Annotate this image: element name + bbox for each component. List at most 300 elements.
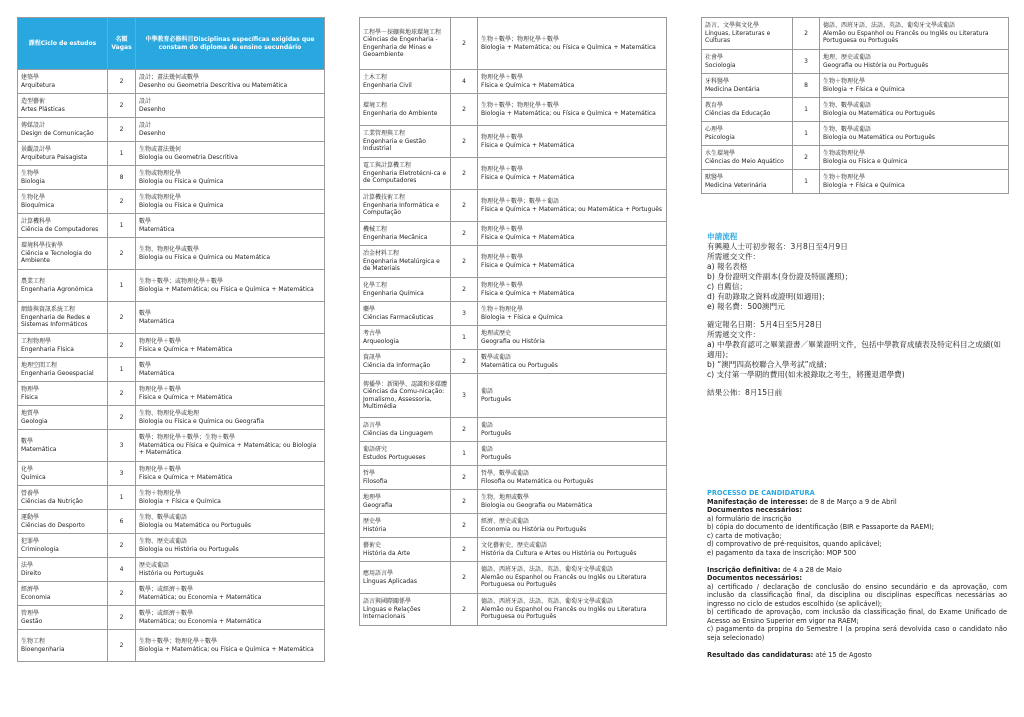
text-line: a) 報名表格: [707, 262, 748, 272]
subjects-cell: [478, 222, 667, 246]
subjects-zh: 生物＋數學；或物理化學＋數學: [139, 278, 224, 285]
subjects-pt: Alemão ou Espanhol ou Francês ou Inglês ou Literatura Portuguesa ou Português: [823, 29, 989, 45]
subjects-pt: Biologia ou Física e Química ou Matemática: [139, 253, 271, 261]
subjects-cell: [478, 562, 667, 594]
courses-table-1: [17, 17, 325, 662]
subjects-zh: 地理或歷史: [481, 330, 512, 337]
subjects-pt: Biologia ou Matemática ou Português: [139, 521, 252, 529]
vagas-cell: 2: [451, 350, 478, 374]
table-row: [18, 118, 325, 142]
subjects-zh: 物理化學＋數學: [139, 466, 182, 473]
table-row: [18, 534, 325, 558]
course-name-cell: [18, 430, 108, 462]
subjects-cell: [820, 74, 1009, 98]
text-line: b) certificado de aprovação, com inclusão da classificação final, do Exame Unificado de Acesso ao Ensino Superior em vigor na RAEM;: [707, 608, 1007, 625]
course-name-zh: 應用語言學: [363, 570, 394, 577]
subjects-pt: Biologia ou Matemática ou Português: [823, 109, 936, 117]
subjects-pt: Biologia + Física e Química: [823, 181, 905, 189]
vagas-cell: 2: [108, 382, 136, 406]
course-name-zh: 景觀設計學: [21, 146, 52, 153]
text-line: Inscrição definitiva: de 4 a 28 de Maio: [707, 565, 842, 574]
vagas-cell: 2: [108, 118, 136, 142]
subjects-cell: [136, 302, 325, 334]
course-name-cell: [18, 94, 108, 118]
text-line: a) 中學教育認可之畢業證書／畢業證明文件，包括中學教育成績表及特定科目之成績(如適用)；: [707, 340, 1001, 360]
text-line: 確定報名日期：5月4日至5月28日: [707, 320, 823, 330]
text-line: Manifestação de interesse: de 8 de Março a 9 de Abril: [707, 497, 897, 506]
course-name-zh: 心理學: [705, 126, 724, 133]
subjects-pt: Geografia ou História ou Português: [823, 61, 929, 69]
course-name-cell: [18, 582, 108, 606]
course-name-pt: Gestão: [21, 617, 43, 625]
subjects-pt: Desenho: [139, 129, 166, 137]
subjects-cell: [136, 118, 325, 142]
vagas-cell: 1: [108, 486, 136, 510]
course-name-zh: 經濟學: [21, 586, 40, 593]
table-row: [360, 514, 667, 538]
text-line: c) 自薦信；: [707, 282, 747, 292]
subjects-zh: 文化藝術史、歷史或葡語: [481, 542, 548, 549]
course-name-zh: 造型藝術: [21, 98, 46, 105]
course-name-pt: Ciências do Meio Aquático: [705, 157, 784, 165]
subjects-pt: Biologia + Matemática; ou Física e Química + Matemática: [481, 43, 656, 51]
vagas-cell: 3: [108, 462, 136, 486]
course-name-pt: Ciência de Computadores: [21, 225, 99, 233]
subjects-cell: [136, 214, 325, 238]
course-name-zh: 語言與國際關係學: [363, 598, 412, 606]
text-line: b) cópia do documento de identificação (BIR e Passaporte da RAEM);: [707, 523, 934, 532]
table-row: [702, 122, 1009, 146]
course-name-cell: [18, 606, 108, 630]
subjects-pt: Física e Química + Matemática; ou Matemática + Português: [481, 205, 663, 213]
course-name-pt: Engenharia Mecânica: [363, 233, 428, 241]
course-name-cell: [18, 534, 108, 558]
subjects-pt: Desenho: [139, 105, 166, 113]
vagas-cell: 2: [793, 146, 820, 170]
subjects-cell: [136, 462, 325, 486]
subjects-cell: [820, 146, 1009, 170]
subjects-zh: 生物＋物理化學: [139, 490, 182, 497]
course-name-pt: História da Arte: [363, 549, 411, 557]
table-row: [360, 538, 667, 562]
subjects-zh: 生物、地理或數學: [481, 494, 530, 501]
course-name-pt: Artes Plásticas: [21, 105, 65, 113]
subjects-pt: Física e Química + Matemática: [481, 81, 575, 89]
subjects-zh: 數學: [139, 362, 152, 369]
course-name-zh: 生物化學: [21, 194, 46, 201]
subjects-zh: 葡語: [481, 446, 494, 453]
subjects-pt: Física e Química + Matemática: [139, 345, 233, 353]
table-row: [18, 334, 325, 358]
table-row: [702, 170, 1009, 194]
vagas-cell: 2: [108, 238, 136, 270]
table-row: [18, 190, 325, 214]
course-name-cell: [18, 558, 108, 582]
course-name-pt: Engenharia Metalúrgica e de Materiais: [363, 257, 440, 273]
subjects-cell: [136, 582, 325, 606]
table-row: [360, 18, 667, 70]
subjects-pt: Matemática ou Português: [481, 361, 558, 369]
courses-table-3: [701, 17, 1009, 194]
course-name-pt: Ciências Farmacêuticas: [363, 313, 434, 321]
vagas-cell: 2: [451, 594, 478, 626]
vagas-cell: 8: [108, 166, 136, 190]
subjects-pt: Biologia ou Física e Química ou Geografia: [139, 417, 265, 425]
course-name-cell: [18, 382, 108, 406]
table-row: [360, 490, 667, 514]
subjects-pt: Física e Química + Matemática: [481, 261, 575, 269]
course-name-cell: [18, 118, 108, 142]
subjects-cell: [478, 126, 667, 158]
course-name-zh: 傳播學：新聞學、認識和多媒體: [363, 380, 448, 388]
vagas-cell: 2: [451, 18, 478, 70]
course-name-zh: 獸醫學: [705, 174, 724, 181]
subjects-pt: Biologia + Física e Química: [823, 85, 905, 93]
course-name-zh: 生物工程: [21, 638, 46, 645]
course-name-zh: 牙科醫學: [705, 78, 730, 85]
table-row: [18, 94, 325, 118]
subjects-pt: Português: [481, 453, 512, 461]
vagas-cell: 1: [108, 270, 136, 302]
text-line: c) 支付第一學期的費用(如未被錄取之考生，將獲退還學費): [707, 370, 905, 380]
course-name-zh: 水生環境學: [705, 150, 736, 157]
subjects-zh: 歷史或葡語: [139, 562, 170, 569]
header-subjects: 中學教育必修科目Disciplinas específicas exigidas que constam do diploma de ensino secundário: [136, 18, 325, 70]
course-name-pt: Ciências da Linguagem: [363, 429, 433, 437]
vagas-cell: 2: [451, 538, 478, 562]
vagas-cell: 1: [451, 326, 478, 350]
table-row: [360, 350, 667, 374]
vagas-cell: 2: [451, 126, 478, 158]
table-row: [18, 462, 325, 486]
subjects-cell: [136, 510, 325, 534]
vagas-cell: 2: [108, 630, 136, 662]
subjects-pt: Alemão ou Espanhol ou Francês ou Inglês ou Literatura Portuguesa ou Português: [481, 605, 647, 621]
course-name-pt: Química: [21, 473, 46, 481]
subjects-pt: Matemática: [139, 317, 175, 325]
text-line: 結果公佈：8月15日前: [707, 388, 783, 398]
course-name-cell: [18, 214, 108, 238]
text-line: d) comprovativo de pré-requisitos, quando aplicável;: [707, 540, 882, 549]
course-name-zh: 計算機技術工程: [363, 194, 406, 202]
course-name-pt: Ciências da Educação: [705, 109, 771, 117]
subjects-pt: Alemão ou Espanhol ou Francês ou Inglês ou Literatura Portuguesa ou Português: [481, 573, 647, 589]
subjects-cell: [820, 122, 1009, 146]
table-row: [702, 146, 1009, 170]
vagas-cell: 6: [108, 510, 136, 534]
table-row: [18, 486, 325, 510]
subjects-zh: 德語、西班牙語、法語、英語、葡萄牙文學或葡語: [481, 598, 614, 606]
course-name-zh: 語言學: [363, 422, 382, 429]
course-name-cell: [360, 158, 451, 190]
text-line: c) pagamento da propina do Semestre I (a propina será devolvida caso o candidato não seja selecionado): [707, 625, 1007, 642]
subjects-zh: 生物、數學或葡語: [823, 102, 872, 109]
subjects-pt: Biologia ou Geometria Descritiva: [139, 153, 238, 161]
course-name-cell: [18, 406, 108, 430]
subjects-cell: [478, 442, 667, 466]
table-row: [360, 442, 667, 466]
table-row: [18, 70, 325, 94]
subjects-zh: 生物、歷史或葡語: [139, 538, 188, 545]
vagas-cell: 4: [451, 70, 478, 94]
vagas-cell: 2: [451, 158, 478, 190]
subjects-cell: [136, 534, 325, 558]
subjects-cell: [136, 382, 325, 406]
course-name-cell: [18, 270, 108, 302]
course-name-cell: [18, 462, 108, 486]
vagas-cell: 1: [108, 214, 136, 238]
course-name-cell: [360, 70, 451, 94]
course-name-pt: Bioengenharia: [21, 645, 65, 653]
course-name-pt: Engenharia do Ambiente: [363, 109, 438, 117]
course-name-cell: [360, 94, 451, 126]
subjects-pt: Física e Química + Matemática: [481, 289, 575, 297]
course-name-zh: 電工與計算機工程: [363, 162, 412, 170]
table-row: [18, 142, 325, 166]
course-name-pt: Matemática: [21, 445, 57, 453]
course-name-pt: Línguas, Literaturas e Culturas: [705, 29, 771, 45]
table-row: [360, 466, 667, 490]
course-name-pt: Bioquímica: [21, 201, 55, 209]
subjects-zh: 生物、物理化學或地理: [139, 410, 200, 417]
course-name-cell: [360, 538, 451, 562]
subjects-zh: 數學: [139, 218, 152, 225]
vagas-cell: 2: [451, 562, 478, 594]
courses-table-3-body: [702, 18, 1009, 194]
course-name-cell: [360, 350, 451, 374]
vagas-cell: 2: [793, 18, 820, 50]
table-row: [18, 382, 325, 406]
subjects-cell: [820, 98, 1009, 122]
course-name-cell: [702, 98, 793, 122]
courses-table-2: [359, 17, 667, 626]
table-row: [360, 158, 667, 190]
course-name-zh: 化學工程: [363, 282, 388, 289]
subjects-zh: 葡語: [481, 388, 494, 395]
course-name-zh: 生物學: [21, 170, 40, 177]
subjects-cell: [478, 190, 667, 222]
subjects-cell: [478, 18, 667, 70]
table-row: [360, 594, 667, 626]
course-name-cell: [18, 302, 108, 334]
course-name-zh: 冶金材料工程: [363, 250, 400, 258]
course-name-pt: Engenharia Informática e Computação: [363, 201, 439, 217]
subjects-cell: [478, 350, 667, 374]
subjects-cell: [478, 374, 667, 418]
subjects-zh: 葡語: [481, 422, 494, 429]
subjects-pt: Desenho ou Geometria Descritiva ou Matemática: [139, 81, 288, 89]
subjects-zh: 地理、歷史或葡語: [823, 54, 872, 61]
table-row: [360, 374, 667, 418]
course-name-zh: 哲學: [363, 470, 376, 477]
vagas-cell: 3: [451, 374, 478, 418]
course-name-zh: 地理學: [363, 494, 382, 501]
course-name-cell: [360, 222, 451, 246]
subjects-pt: Física e Química + Matemática: [481, 233, 575, 241]
course-name-cell: [18, 190, 108, 214]
course-name-pt: Psicologia: [705, 133, 735, 141]
course-name-pt: Design de Comunicação: [21, 129, 94, 137]
subjects-pt: Português: [481, 395, 512, 403]
text-line: Documentos necessários:: [707, 574, 802, 583]
course-name-cell: [360, 442, 451, 466]
vagas-cell: 2: [451, 490, 478, 514]
course-name-cell: [18, 166, 108, 190]
subjects-zh: 物理化學＋數學: [139, 338, 182, 345]
subjects-pt: Física e Química + Matemática: [481, 173, 575, 181]
course-name-zh: 農業工程: [21, 278, 46, 285]
course-name-pt: Física: [21, 393, 38, 401]
subjects-zh: 設計: [139, 122, 152, 129]
vagas-cell: 2: [451, 94, 478, 126]
table-row: [18, 214, 325, 238]
subjects-zh: 生物＋物理化學: [481, 306, 524, 313]
subjects-zh: 生物或物理化學: [139, 194, 182, 201]
vagas-cell: 2: [108, 406, 136, 430]
table-row: [18, 238, 325, 270]
subjects-cell: [136, 430, 325, 462]
text-line: e) 報名費：500澳門元: [707, 302, 785, 312]
subjects-zh: 生物＋物理化學: [823, 78, 866, 85]
course-name-pt: Ciência da Informação: [363, 361, 431, 369]
table-row: [360, 94, 667, 126]
subjects-zh: 物理化學＋數學: [481, 254, 524, 261]
vagas-cell: 2: [451, 466, 478, 490]
subjects-zh: 生物＋數學；物理化學＋數學: [481, 102, 560, 109]
course-name-cell: [18, 358, 108, 382]
section-title-pt: PROCESSO DE CANDIDATURA: [707, 489, 815, 497]
subjects-cell: [478, 538, 667, 562]
course-name-pt: Engenharia Eletrotécni-ca e de Computadores: [363, 169, 447, 185]
text-line: b) “澳門四高校聯合入學考試”成績；: [707, 360, 832, 370]
course-name-zh: 土木工程: [363, 74, 388, 81]
subjects-pt: Biologia ou Física e Química: [139, 201, 224, 209]
table-row: [18, 302, 325, 334]
course-name-zh: 管理學: [21, 610, 40, 617]
subjects-cell: [478, 490, 667, 514]
course-name-cell: [360, 418, 451, 442]
header-vagas: 名額Vagas: [108, 18, 136, 70]
course-name-zh: 工程物理學: [21, 338, 52, 345]
subjects-zh: 物理化學＋數學: [139, 386, 182, 393]
subjects-cell: [136, 238, 325, 270]
course-name-zh: 地理空間工程: [21, 362, 58, 369]
course-name-cell: [360, 374, 451, 418]
table-row: [702, 98, 1009, 122]
subjects-pt: Português: [481, 429, 512, 437]
table-row: [360, 222, 667, 246]
text-line: Documentos necessários:: [707, 506, 802, 515]
subjects-zh: 數學或葡語: [481, 354, 512, 361]
table-row: [18, 606, 325, 630]
subjects-cell: [820, 50, 1009, 74]
course-name-pt: Engenharia Agronómica: [21, 285, 93, 293]
table-row: [702, 50, 1009, 74]
subjects-cell: [478, 94, 667, 126]
subjects-zh: 生物＋數學；物理化學＋數學: [139, 638, 218, 645]
table-row: [360, 278, 667, 302]
subjects-cell: [478, 70, 667, 94]
section-title-zh: 申請流程: [707, 232, 738, 241]
vagas-cell: 2: [108, 334, 136, 358]
table-row: [702, 18, 1009, 50]
course-name-cell: [360, 326, 451, 350]
subjects-zh: 數學；物理化學＋數學；生物＋數學: [139, 434, 236, 442]
table-row: [360, 418, 667, 442]
subjects-pt: Matemática; ou Economia + Matemática: [139, 593, 262, 601]
course-name-zh: 化學: [21, 466, 34, 473]
subjects-zh: 生物、物理化學或數學: [139, 246, 200, 253]
subjects-pt: Biologia + Matemática; ou Física e Química + Matemática: [139, 285, 314, 293]
course-name-cell: [18, 486, 108, 510]
course-name-pt: Engenharia e Gestão Industrial: [363, 137, 426, 153]
subjects-cell: [478, 158, 667, 190]
subjects-pt: Biologia ou História ou Português: [139, 545, 239, 553]
course-name-zh: 機械工程: [363, 226, 388, 233]
subjects-pt: Matemática ou Física e Química + Matemática; ou Biologia + Matemática: [139, 441, 317, 457]
vagas-cell: 4: [108, 558, 136, 582]
course-name-cell: [360, 490, 451, 514]
vagas-cell: 1: [793, 98, 820, 122]
subjects-pt: História da Cultura e Artes ou História ou Português: [481, 549, 637, 557]
courses-table-2-body: [360, 18, 667, 626]
course-name-pt: Criminologia: [21, 545, 59, 553]
course-name-pt: Economia: [21, 593, 51, 601]
table-row: [360, 326, 667, 350]
subjects-pt: Matemática: [139, 369, 175, 377]
vagas-cell: 2: [451, 190, 478, 222]
table-row: [360, 246, 667, 278]
vagas-cell: 2: [451, 222, 478, 246]
course-name-cell: [702, 146, 793, 170]
table-row: [18, 582, 325, 606]
table-row: [360, 562, 667, 594]
course-name-pt: Arquitetura Paisagista: [21, 153, 88, 161]
subjects-cell: [136, 558, 325, 582]
course-name-cell: [702, 170, 793, 194]
vagas-cell: 2: [108, 606, 136, 630]
course-name-cell: [360, 562, 451, 594]
table-row: [18, 166, 325, 190]
course-name-pt: Engenharia Física: [21, 345, 74, 353]
course-name-pt: Arqueologia: [363, 337, 399, 345]
course-name-pt: Ciência e Tecnologia do Ambiente: [21, 249, 92, 265]
course-name-zh: 環境科學技術學: [21, 242, 64, 250]
subjects-pt: Matemática; ou Economia + Matemática: [139, 617, 262, 625]
course-name-pt: Engenharia Civil: [363, 81, 412, 89]
course-name-zh: 地質學: [21, 410, 40, 417]
vagas-cell: 8: [793, 74, 820, 98]
course-name-zh: 數學: [21, 438, 34, 445]
vagas-cell: 2: [451, 514, 478, 538]
subjects-cell: [478, 418, 667, 442]
subjects-cell: [136, 270, 325, 302]
course-name-cell: [702, 74, 793, 98]
subjects-cell: [136, 334, 325, 358]
course-name-zh: 運動學: [21, 514, 40, 521]
text-line: 所需遞交文件：: [707, 330, 761, 340]
subjects-zh: 數學；或經濟＋數學: [139, 610, 194, 617]
subjects-zh: 生物＋數學；物理化學＋數學: [481, 36, 560, 43]
course-name-pt: História: [363, 525, 387, 533]
subjects-pt: Biologia ou Física e Química: [823, 157, 908, 165]
subjects-pt: Física e Química + Matemática: [139, 393, 233, 401]
subjects-zh: 生物或畫法幾何: [139, 146, 182, 153]
text-line: c) carta de motivação;: [707, 531, 782, 540]
courses-table-1-body: [18, 70, 325, 662]
course-name-cell: [360, 514, 451, 538]
course-name-cell: [360, 302, 451, 326]
